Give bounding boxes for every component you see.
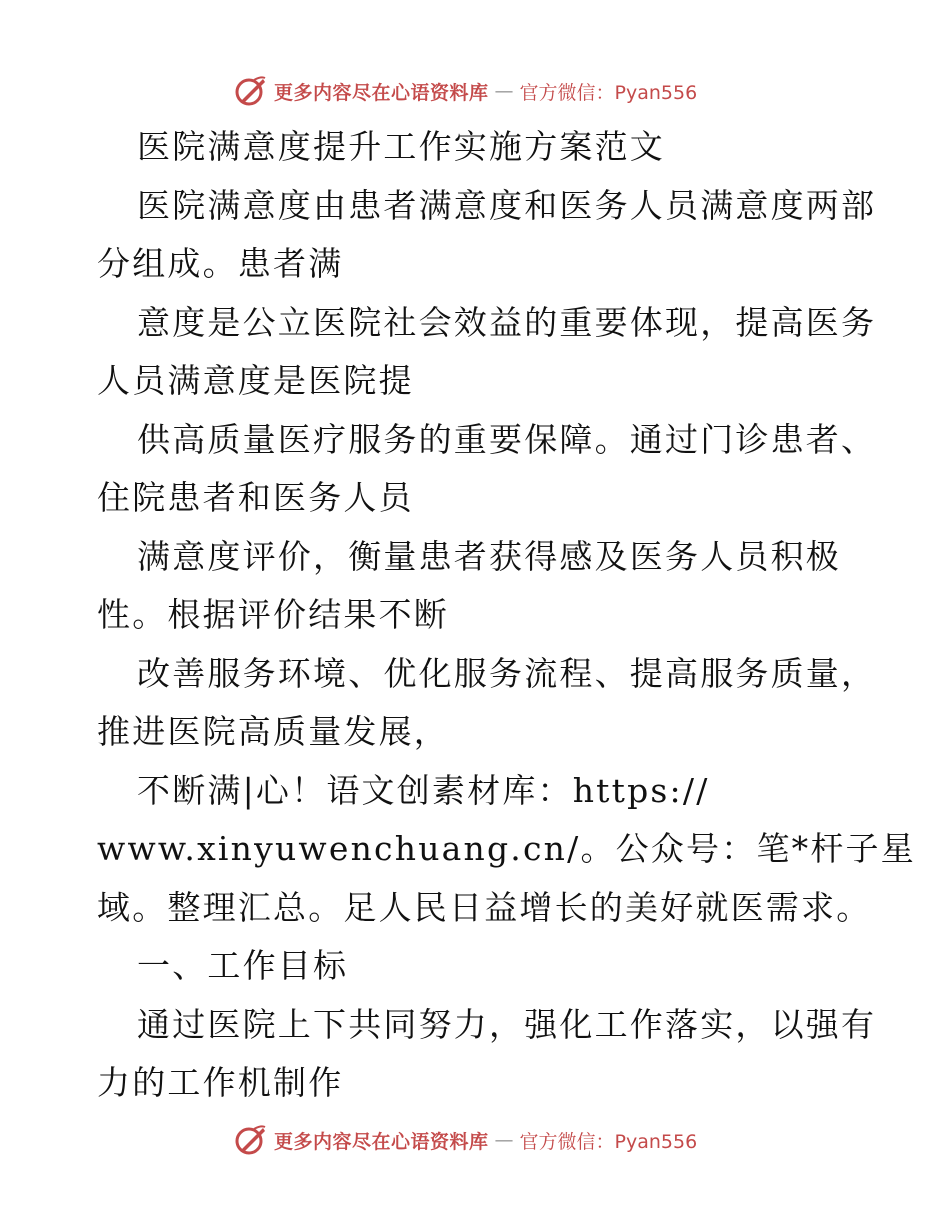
paragraph-line: 医院满意度由患者满意度和医务人员满意度两部 [137,186,877,225]
paragraph-line: 供高质量医疗服务的重要保障。通过门诊患者、 [137,420,877,459]
paragraph-line: 不断满|心！语文创素材库：https:// [137,771,710,810]
paragraph-line: 通过医院上下共同努力，强化工作落实，以强有 [137,1005,877,1044]
paragraph-line: 改善服务环境、优化服务流程、提高服务质量， [137,654,877,693]
paragraph-line: 推进医院高质量发展， [97,712,449,751]
paragraph-line: 人员满意度是医院提 [97,361,414,400]
paragraph-line: 住院患者和医务人员 [97,478,414,517]
section-heading: 一、工作目标 [137,946,349,985]
quill-pen-circle-icon [234,1123,268,1157]
watermark-separator: — [494,1129,514,1151]
watermark-wechat-text: 官方微信：Pyan556 [519,1130,698,1153]
watermark-wechat-text: 官方微信：Pyan556 [519,81,698,104]
paragraph-line: 分组成。患者满 [97,244,344,283]
paragraph-line: 域。整理汇总。足人民日益增长的美好就医需求。 [97,888,872,927]
footer-watermark-banner [234,1122,697,1158]
watermark-separator: — [494,80,514,102]
paragraph-line: 满意度评价，衡量患者获得感及医务人员积极 [137,537,841,576]
paragraph-line: www.xinyuwenchuang.cn/。公众号：笔*杆子星 [97,829,916,868]
watermark-main-text: 更多内容尽在心语资料库 [274,81,489,104]
paragraph-line: 力的工作机制作 [97,1063,344,1102]
header-watermark-banner [234,73,697,109]
paragraph-line: 性。根据评价结果不断 [97,595,449,634]
watermark-main-text: 更多内容尽在心语资料库 [274,1130,489,1153]
document-title: 医院满意度提升工作实施方案范文 [137,127,665,166]
quill-pen-circle-icon [234,74,268,108]
paragraph-line: 意度是公立医院社会效益的重要体现，提高医务 [137,303,877,342]
